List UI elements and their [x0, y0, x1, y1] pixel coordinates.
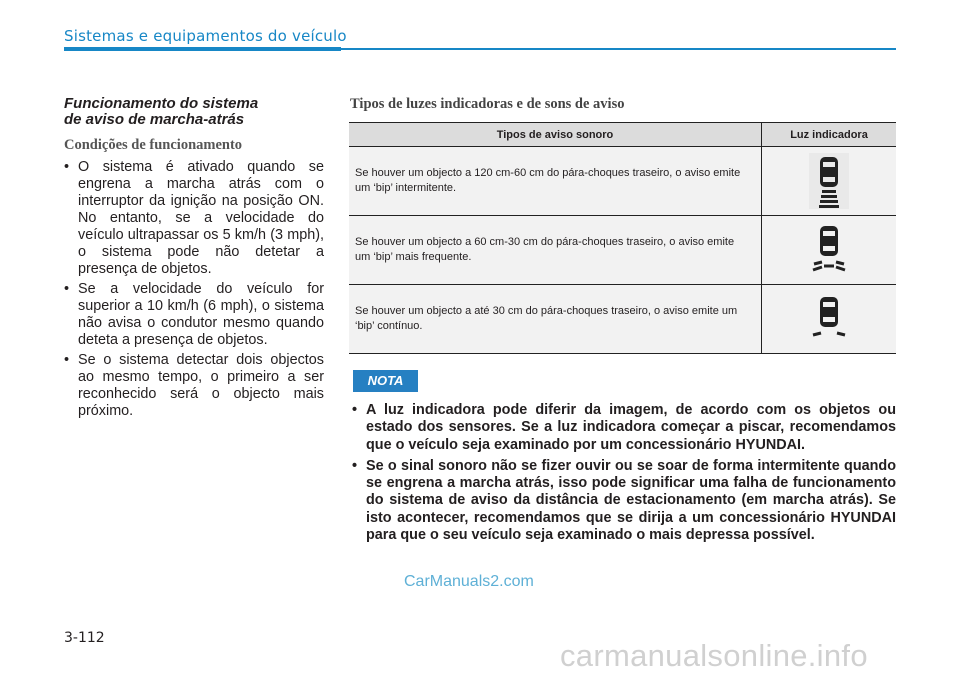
- table-cell-icon: [762, 216, 897, 285]
- notes-section: [352, 402, 896, 548]
- header-rule-thin: [341, 48, 896, 50]
- condition-item: • Se o sistema detectar dois objectos ao mesmo tempo, o primeiro a ser reconhecido será o objecto mais próximo.: [64, 352, 324, 419]
- table-header-row: [349, 123, 896, 147]
- note-item: • Se o sinal sonoro não se fizer ouvir ou se soar de forma intermitente quando se engrena a marcha atrás, isso pode significar uma falha de funcionamento do sistema de aviso da distância de estacionamento (em marcha atrás). Se isto acontecer, recomendamos que se dirija a um concessionário HYUNDAI para que o seu veículo seja examinado o mais depressa possível.: [352, 457, 896, 544]
- parking-sensor-mid-icon: [807, 222, 851, 278]
- table-cell-icon: [762, 285, 897, 354]
- table-section-title: Tipos de luzes indicadoras e de sons de aviso: [350, 96, 625, 112]
- table-header-sound: Tipos de aviso sonoro: [349, 123, 762, 147]
- table-row: [349, 285, 896, 354]
- table-row: [349, 147, 896, 216]
- section-title-line1: Funcionamento do sistema: [64, 95, 259, 112]
- table-row: [349, 216, 896, 285]
- header-title: Sistemas e equipamentos do veículo: [64, 27, 347, 45]
- condition-item: • Se a velocidade do veículo for superior a 10 km/h (6 mph), o sistema não avisa o condutor mesmo quando deteta a presença de objetos.: [64, 281, 324, 348]
- table-cell-text: Se houver um objecto a até 30 cm do pára-choques traseiro, o aviso emite um ‘bip’ contínuo.: [349, 285, 762, 354]
- header-rule-thick: [64, 47, 341, 51]
- table-cell-icon: [762, 147, 897, 216]
- note-item: • A luz indicadora pode diferir da imagem, de acordo com os objetos ou estado dos sensores. Se a luz indicadora começar a piscar, recomendamos que o veículo seja examinado por um concessionário HYUNDAI.: [352, 402, 896, 453]
- section-subtitle: Condições de funcionamento: [64, 137, 243, 153]
- parking-sensor-near-icon: [807, 291, 851, 347]
- notes-list: [352, 402, 896, 544]
- watermark-link[interactable]: CarManuals2.com: [404, 573, 534, 590]
- page-number: 3-112: [64, 630, 105, 646]
- section-title: [64, 96, 324, 128]
- left-column: [64, 96, 324, 423]
- table-cell-text: Se houver um objecto a 120 cm-60 cm do pára-choques traseiro, o aviso emite um ‘bip’ intermitente.: [349, 147, 762, 216]
- parking-sensor-far-icon: [807, 153, 851, 209]
- condition-item: • O sistema é ativado quando se engrena a marcha atrás com o interruptor da ignição na posição ON. No entanto, se a velocidade do veículo ultrapassar os 5 km/h (3 mph), o sistema pode não detetar a presença de objetos.: [64, 159, 324, 277]
- table-cell-text: Se houver um objecto a 60 cm-30 cm do pára-choques traseiro, o aviso emite um ‘bip’ mais frequente.: [349, 216, 762, 285]
- condition-list: [64, 159, 324, 420]
- note-badge: NOTA: [353, 370, 418, 392]
- footer-watermark: carmanualsonline.info: [560, 638, 868, 673]
- table-header-light: Luz indicadora: [762, 123, 897, 147]
- section-title-line2: de aviso de marcha-atrás: [64, 111, 245, 128]
- warning-table: [349, 122, 896, 354]
